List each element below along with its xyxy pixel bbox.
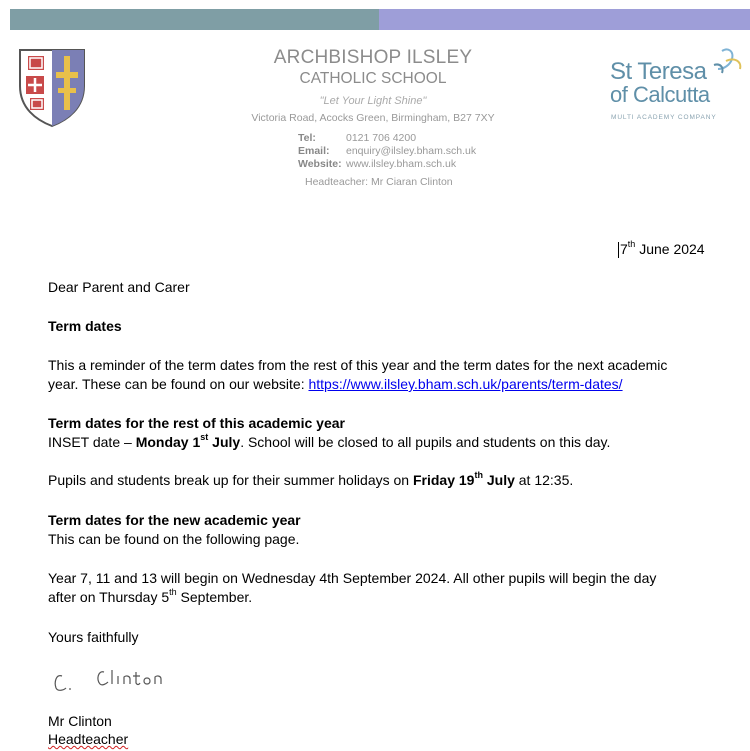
school-subtitle: CATHOLIC SCHOOL [299,70,447,87]
school-name: ARCHBISHOP ILSLEY [273,47,473,68]
website-value: www.ilsley.bham.sch.uk [346,158,457,170]
heading-rest-of-year: Term dates for the rest of this academic year [48,415,345,431]
mat-name-line2: of Calcutta [610,82,710,107]
signer-title: Headteacher [48,731,129,747]
heading-term-dates: Term dates [48,318,122,334]
website-label: Website: [298,158,342,170]
header-bar-right [379,9,750,30]
tel-label: Tel: [298,132,316,144]
tel-value: 0121 706 4200 [346,132,417,144]
salutation: Dear Parent and Carer [48,279,190,295]
signoff: Yours faithfully [48,629,139,645]
contact-tel [298,132,416,144]
inset-line: INSET date – Monday 1st July. School will be closed to all pupils and students on this day. [48,432,611,450]
school-crest-icon [18,48,86,128]
mat-name-line1: St Teresa [610,58,707,85]
new-year-line: This can be found on the following page. [48,531,300,547]
letter-date: 7th June 2024 [620,239,705,257]
signature-icon [52,668,172,694]
headteacher-line: Headteacher: Mr Ciaran Clinton [305,176,453,188]
contact-email [298,145,476,157]
heading-new-year: Term dates for the new academic year [48,512,301,528]
email-label: Email: [298,145,330,157]
signer-name: Mr Clinton [48,713,112,729]
school-address: Victoria Road, Acocks Green, Birmingham, B27 7XY [251,112,495,124]
term-dates-link[interactable]: https://www.ilsley.bham.sch.uk/parents/term-dates/ [308,376,623,392]
begin-paragraph: Year 7, 11 and 13 will begin on Wednesday 4th September 2024. All other pupils will begin the day after on Thursday 5th September. [48,570,657,605]
breakup-line: Pupils and students break up for their summer holidays on Friday 19th July at 12:35. [48,470,574,488]
intro-paragraph: This a reminder of the term dates from the rest of this year and the term dates for the next academic year. These can be found on our website: https://www.ilsley.bham.sch.uk/parents/term-dates/ [48,357,668,392]
email-value: enquiry@ilsley.bham.sch.uk [346,145,477,157]
header-bar-left [10,9,379,30]
school-motto: "Let Your Light Shine" [319,95,427,107]
contact-website [298,158,456,170]
mat-name-line3: MULTI ACADEMY COMPANY [611,114,717,121]
